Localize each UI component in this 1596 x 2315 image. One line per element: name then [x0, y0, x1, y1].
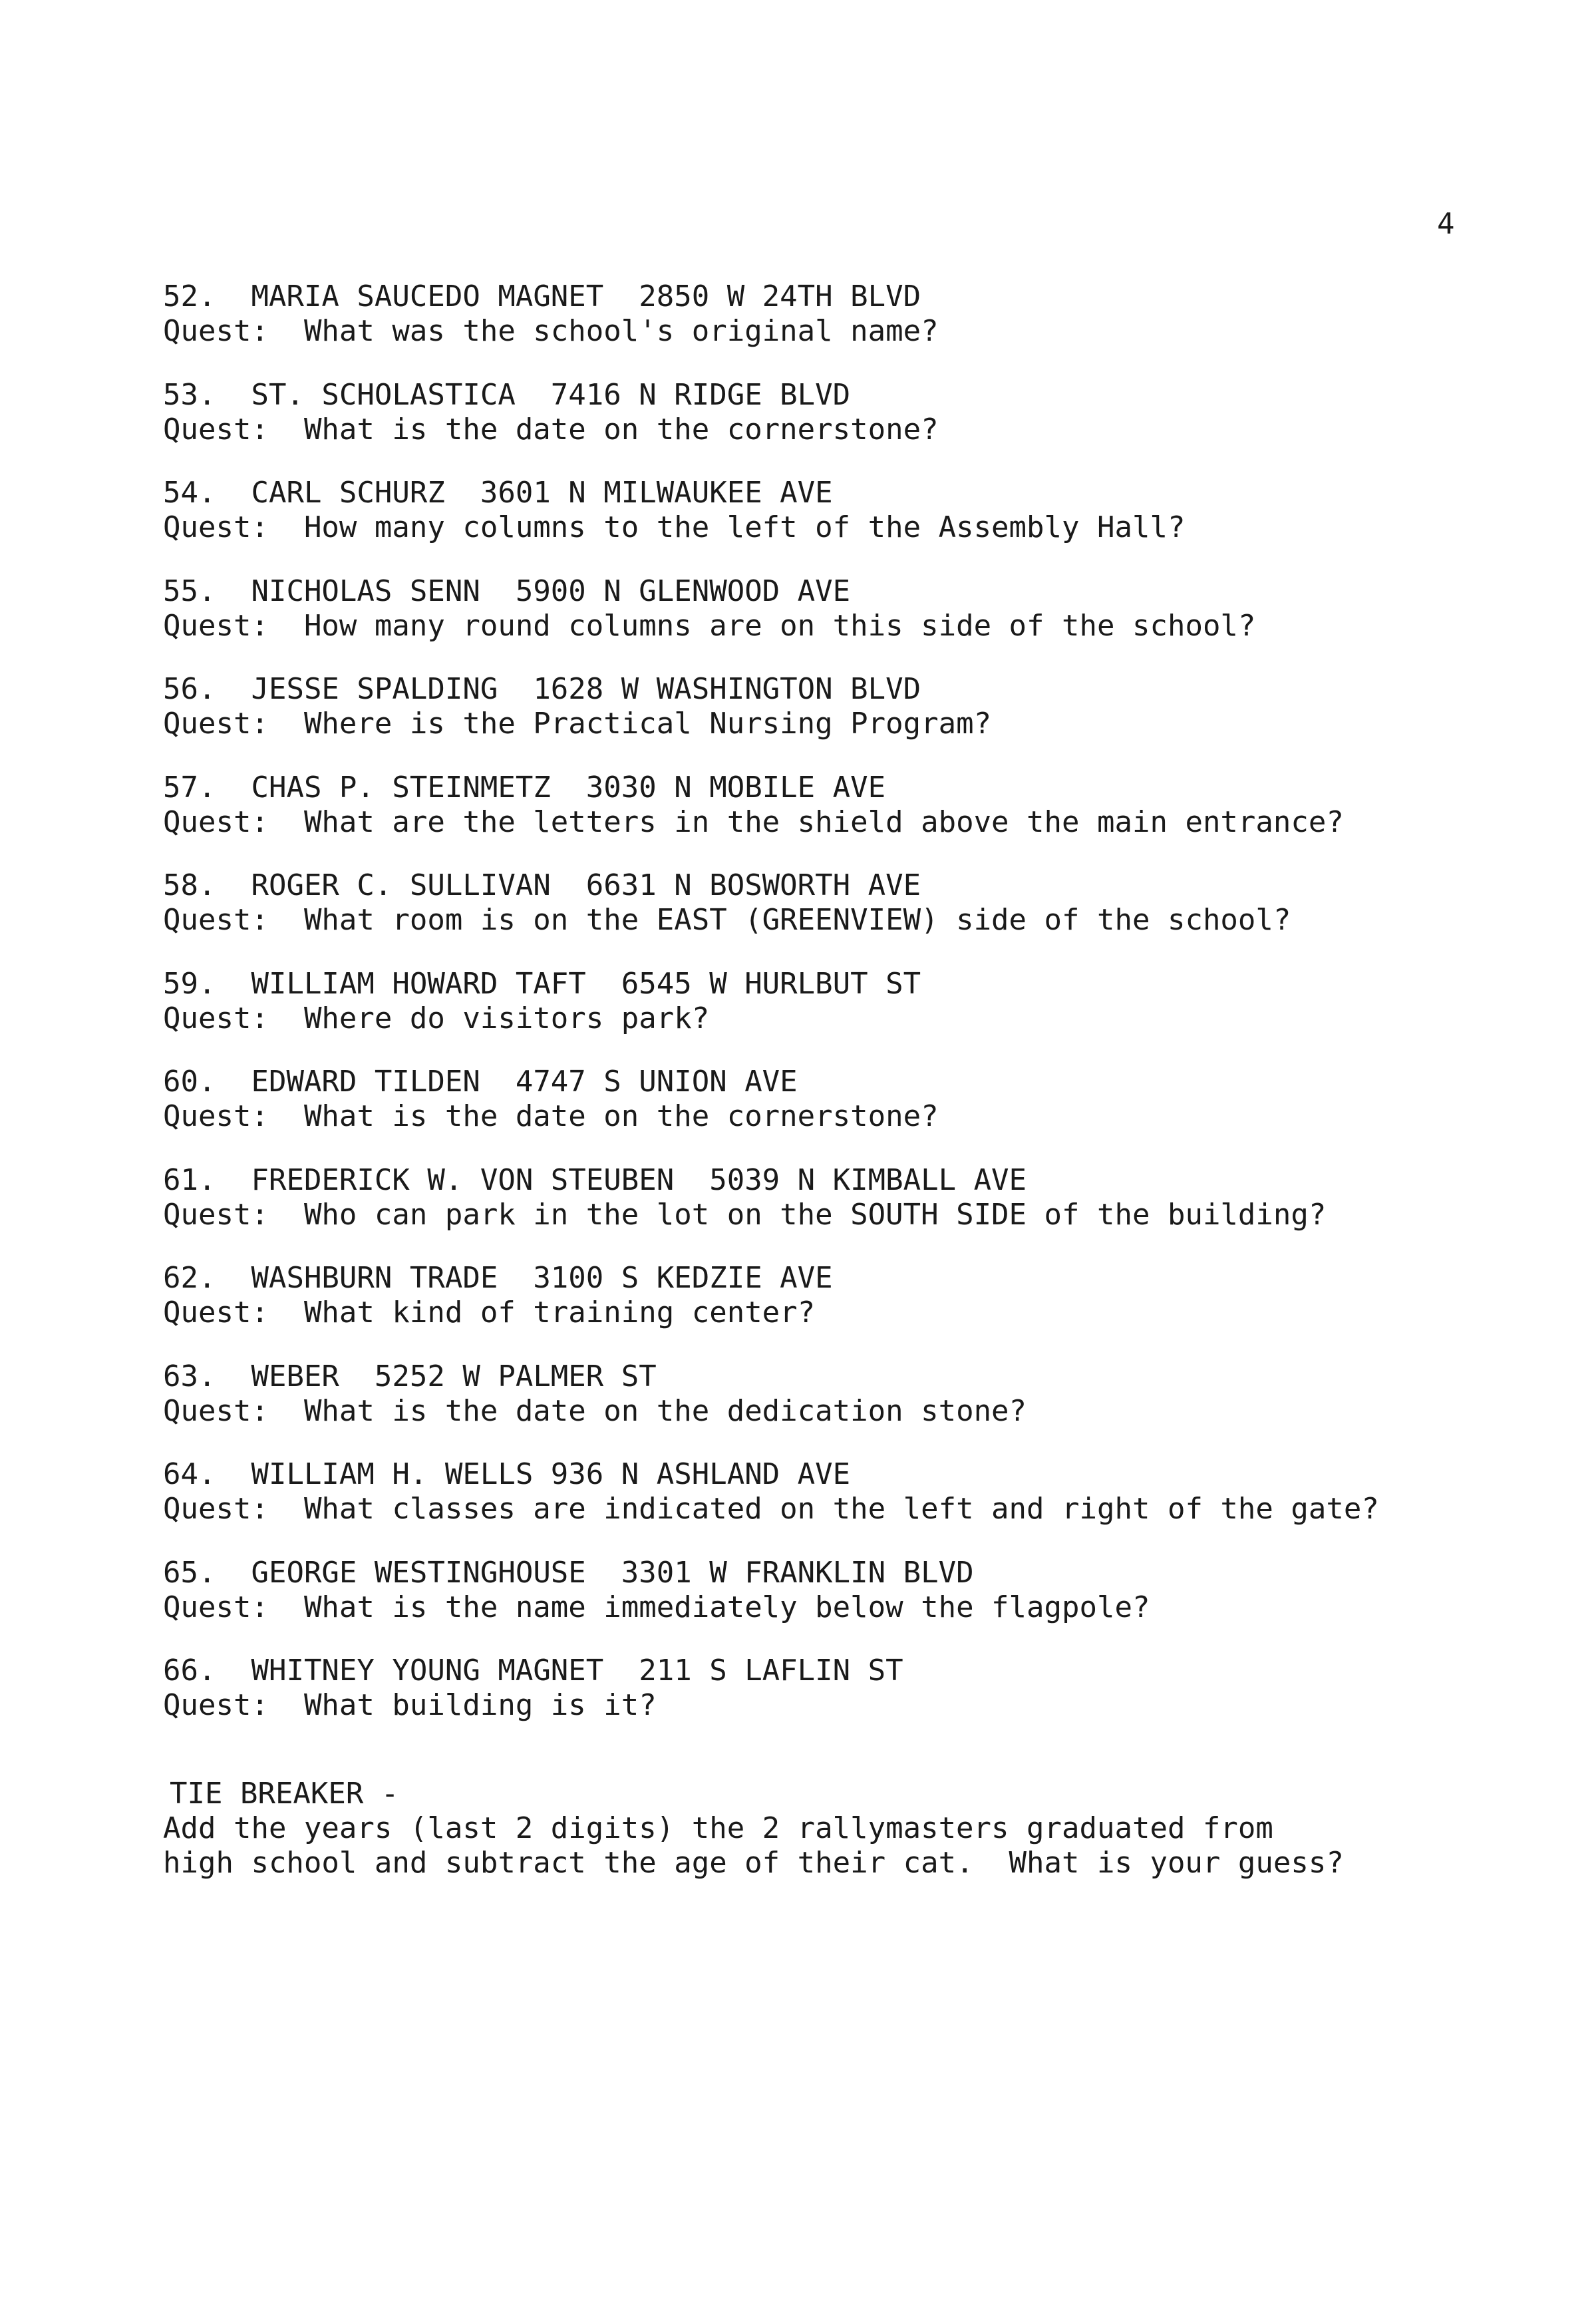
tie-breaker-label: TIE BREAKER -	[170, 1777, 399, 1811]
quest-label: Quest:	[163, 1197, 269, 1232]
quest-label: Quest:	[163, 1590, 269, 1624]
entry-school-address: CARL SCHURZ 3601 N MILWAUKEE AVE	[251, 476, 833, 510]
quest-question: Where is the Practical Nursing Program?	[303, 707, 992, 741]
entry-quest-line	[163, 707, 1527, 741]
entry-number: 57.	[163, 770, 216, 804]
entry-heading	[163, 672, 1527, 707]
entry-number: 66.	[163, 1654, 216, 1688]
entry-number: 64.	[163, 1457, 216, 1491]
quest-label: Quest:	[163, 1099, 269, 1133]
entry-number: 63.	[163, 1359, 216, 1393]
tie-breaker-line: Add the years (last 2 digits) the 2 rallymasters graduated from	[163, 1811, 1273, 1845]
quest-question: What classes are indicated on the left and right of the gate?	[303, 1492, 1379, 1526]
quest-entry	[163, 1556, 1527, 1654]
entry-quest-line	[163, 1198, 1527, 1232]
entry-school-address: CHAS P. STEINMETZ 3030 N MOBILE AVE	[251, 770, 886, 804]
quest-entry	[163, 1163, 1527, 1262]
quest-question: Where do visitors park?	[303, 1001, 710, 1035]
entry-number: 60.	[163, 1065, 216, 1099]
quest-label: Quest:	[163, 1492, 269, 1526]
quest-question: What was the school's original name?	[303, 314, 939, 348]
entry-heading	[163, 1654, 1527, 1688]
quest-question: What is the name immediately below the flagpole?	[303, 1590, 1150, 1624]
entry-school-address: EDWARD TILDEN 4747 S UNION AVE	[251, 1065, 798, 1099]
quest-entry	[163, 1359, 1527, 1458]
entry-quest-line	[163, 903, 1527, 938]
entry-quest-line	[163, 1394, 1527, 1429]
entry-number: 61.	[163, 1162, 216, 1197]
quest-entry	[163, 1654, 1527, 1752]
entry-school-address: NICHOLAS SENN 5900 N GLENWOOD AVE	[251, 574, 851, 608]
entry-number: 62.	[163, 1261, 216, 1295]
quest-label: Quest:	[163, 412, 269, 446]
quest-entry	[163, 868, 1527, 967]
entry-number: 58.	[163, 868, 216, 902]
quest-label: Quest:	[163, 1001, 269, 1035]
quest-question: How many columns to the left of the Assembly Hall?	[303, 510, 1186, 544]
quest-label: Quest:	[163, 903, 269, 937]
entry-heading	[163, 967, 1527, 1001]
entry-heading	[163, 574, 1527, 609]
entry-school-address: WHITNEY YOUNG MAGNET 211 S LAFLIN ST	[251, 1654, 903, 1688]
quest-question: What is the date on the dedication stone?	[303, 1393, 1027, 1428]
entry-quest-line	[163, 1492, 1527, 1526]
entry-heading	[163, 1457, 1527, 1492]
quest-label: Quest:	[163, 804, 269, 839]
entry-quest-line	[163, 1001, 1527, 1036]
entry-quest-line	[163, 1099, 1527, 1134]
entry-school-address: WEBER 5252 W PALMER ST	[251, 1359, 657, 1393]
entry-heading	[163, 279, 1527, 314]
entry-school-address: JESSE SPALDING 1628 W WASHINGTON BLVD	[251, 672, 921, 706]
entry-number: 59.	[163, 966, 216, 1001]
tie-breaker-line: high school and subtract the age of their cat. What is your guess?	[163, 1846, 1344, 1880]
entry-number: 54.	[163, 476, 216, 510]
quest-question: Who can park in the lot on the SOUTH SIDE of the building?	[303, 1197, 1327, 1232]
entry-number: 56.	[163, 672, 216, 706]
entry-school-address: MARIA SAUCEDO MAGNET 2850 W 24TH BLVD	[251, 279, 921, 313]
tie-breaker	[163, 1777, 1533, 1880]
entry-quest-line	[163, 510, 1527, 545]
quest-label: Quest:	[163, 314, 269, 348]
entry-school-address: ROGER C. SULLIVAN 6631 N BOSWORTH AVE	[251, 868, 921, 902]
quest-question: How many round columns are on this side of the school?	[303, 608, 1256, 643]
quest-question: What room is on the EAST (GREENVIEW) side of the school?	[303, 903, 1291, 937]
entry-number: 65.	[163, 1555, 216, 1590]
tie-breaker-text	[163, 1811, 1460, 1880]
entry-heading	[163, 1065, 1527, 1099]
quest-entry	[163, 279, 1527, 378]
entry-heading	[163, 378, 1527, 413]
entry-number: 55.	[163, 574, 216, 608]
entry-quest-line	[163, 1688, 1527, 1723]
entry-school-address: GEORGE WESTINGHOUSE 3301 W FRANKLIN BLVD	[251, 1555, 974, 1590]
entry-heading	[163, 1556, 1527, 1590]
quest-entry	[163, 574, 1527, 673]
quest-question: What is the date on the cornerstone?	[303, 1099, 939, 1133]
quest-label: Quest:	[163, 608, 269, 643]
entry-heading	[163, 1163, 1527, 1198]
entry-heading	[163, 1261, 1527, 1296]
entry-school-address: ST. SCHOLASTICA 7416 N RIDGE BLVD	[251, 377, 851, 412]
quest-entry	[163, 1457, 1527, 1556]
quest-entry	[163, 967, 1527, 1065]
quest-label: Quest:	[163, 510, 269, 544]
quest-entry	[163, 378, 1527, 476]
entry-school-address: FREDERICK W. VON STEUBEN 5039 N KIMBALL AVE	[251, 1162, 1027, 1197]
page-number: 4	[1437, 207, 1455, 241]
entry-heading	[163, 476, 1527, 510]
entry-heading	[163, 1359, 1527, 1394]
entry-number: 52.	[163, 279, 216, 313]
entry-number: 53.	[163, 377, 216, 412]
entry-quest-line	[163, 1590, 1527, 1625]
quest-entry	[163, 1261, 1527, 1359]
quest-question: What is the date on the cornerstone?	[303, 412, 939, 446]
entry-quest-line	[163, 805, 1527, 840]
quest-entry	[163, 672, 1527, 771]
entry-heading	[163, 771, 1527, 805]
entry-school-address: WILLIAM H. WELLS 936 N ASHLAND AVE	[251, 1457, 851, 1491]
quest-question: What are the letters in the shield above the main entrance?	[303, 804, 1344, 839]
quest-label: Quest:	[163, 1688, 269, 1722]
entry-quest-line	[163, 314, 1527, 349]
quest-question: What building is it?	[303, 1688, 657, 1722]
entry-quest-line	[163, 1296, 1527, 1330]
entry-school-address: WASHBURN TRADE 3100 S KEDZIE AVE	[251, 1261, 833, 1295]
quest-label: Quest:	[163, 1296, 269, 1330]
entry-quest-line	[163, 609, 1527, 643]
entry-heading	[163, 868, 1527, 903]
entry-quest-line	[163, 413, 1527, 447]
entry-school-address: WILLIAM HOWARD TAFT 6545 W HURLBUT ST	[251, 966, 921, 1001]
quest-entry	[163, 476, 1527, 574]
quest-label: Quest:	[163, 707, 269, 741]
quest-question: What kind of training center?	[303, 1296, 816, 1330]
quest-entry-list	[163, 279, 1527, 1752]
quest-entry	[163, 1065, 1527, 1163]
quest-entry	[163, 771, 1527, 869]
quest-label: Quest:	[163, 1393, 269, 1428]
